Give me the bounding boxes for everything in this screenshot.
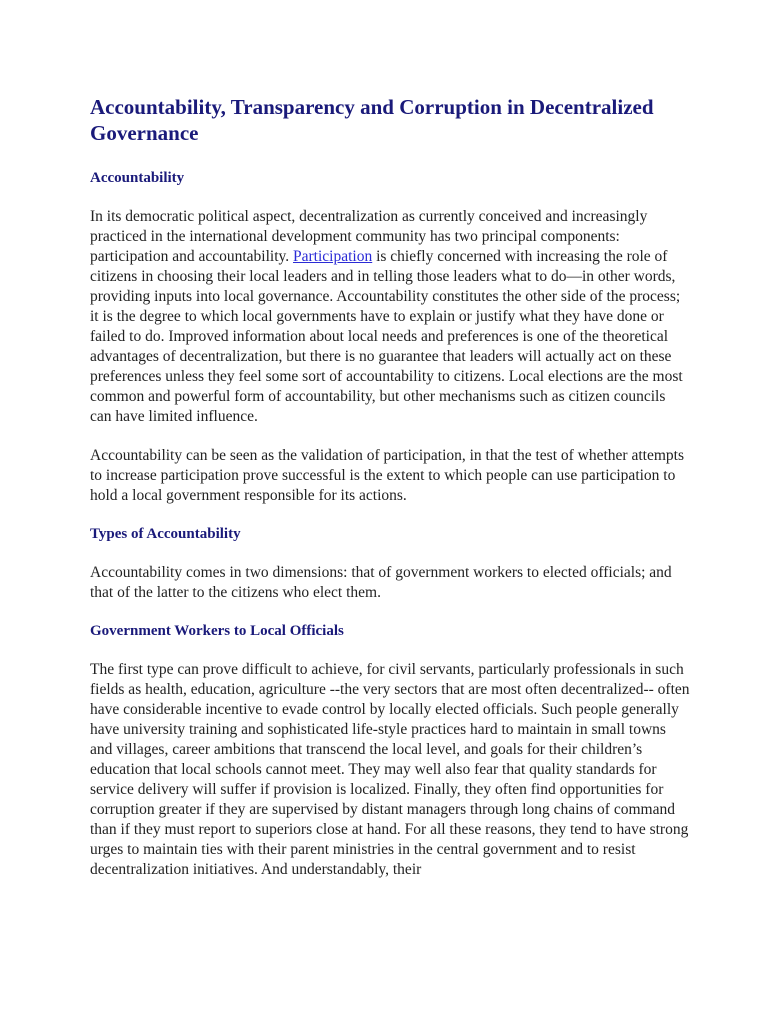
- paragraph-text-after-link: is chiefly concerned with increasing the role of citizens in choosing their local leaders and in telling those leaders what to do—in other words, providing inputs into local governance. Accountability constitutes the other side of the process; it is the degree to which local governments have to explain or justify what they have done or failed to do. Improved information about local needs and preferences is one of the theoretical advantages of decentralization, but there is no guarantee that leaders will actually act on these preferences unless they feel some sort of accountability to citizens. Local elections are the most common and powerful form of accountability, but other mechanisms such as citizen councils can have limited influence.: [90, 248, 683, 425]
- document-title: Accountability, Transparency and Corruption in Decentralized Governance: [90, 95, 654, 145]
- paragraph-text-before-link: In its democratic political aspect, decentralization as currently conceived and increasingly practiced in the international development community has two principal components: participation and accountability.: [90, 208, 648, 265]
- section-heading-accountability: Accountability: [90, 170, 185, 186]
- paragraph-accountability-intro: [90, 207, 690, 427]
- participation-link[interactable]: Participation: [293, 248, 373, 265]
- paragraph-accountability-validation: Accountability can be seen as the validation of participation, in that the test of whether attempts to increase participation prove successful is the extent to which people can use participation to hold a local government responsible for its actions.: [90, 447, 684, 504]
- paragraph-government-workers: The first type can prove difficult to achieve, for civil servants, particularly professionals in such fields as health, education, agriculture --the very sectors that are most often decentralized-- often have considerable incentive to evade control by locally elected officials. Such people generally have university training and sophisticated life-style practices hard to maintain in small towns and villages, career ambitions that transcend the local level, and goals for their children’s education that local schools cannot meet. They may well also fear that quality standards for service delivery will suffer if provision is localized. Finally, they often find opportunities for corruption greater if they are supervised by distant managers through long chains of command than if they must report to superiors close at hand. For all these reasons, they tend to have strong urges to maintain ties with their parent ministries in the central government and to resist decentralization initiatives. And understandably, their: [90, 661, 690, 878]
- section-heading-types-of-accountability: Types of Accountability: [90, 526, 241, 542]
- paragraph-types-of-accountability: Accountability comes in two dimensions: that of government workers to elected officials; and that of the latter to the citizens who elect them.: [90, 564, 672, 601]
- section-heading-government-workers: Government Workers to Local Officials: [90, 623, 344, 639]
- document-page: [90, 94, 690, 880]
